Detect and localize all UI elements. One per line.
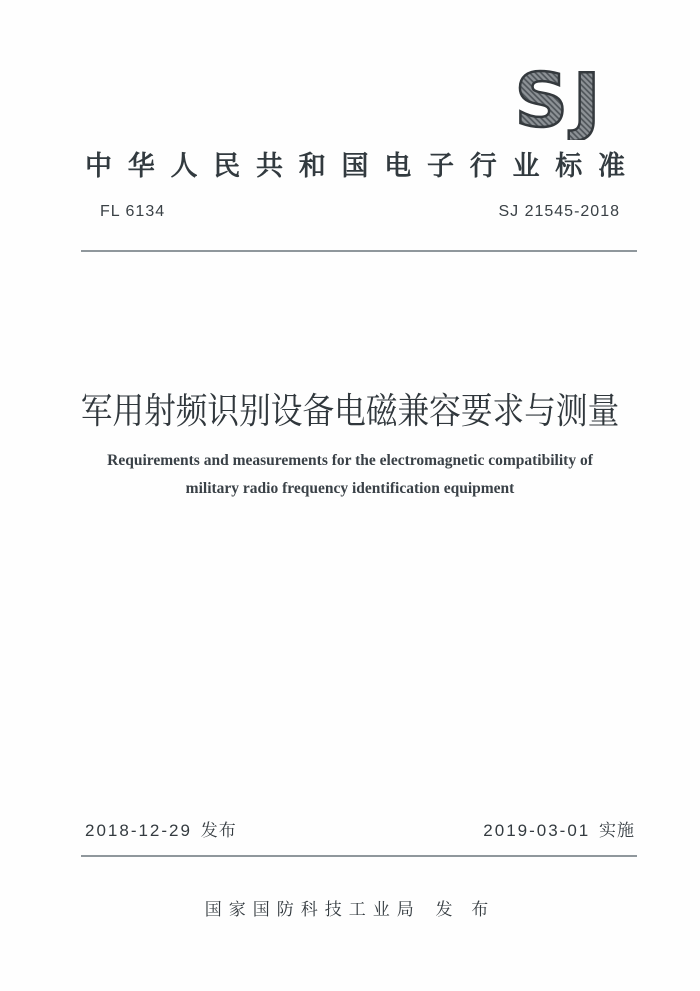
sj-logo-text: SJ	[514, 60, 606, 140]
classification-code: FL 6134	[100, 203, 166, 220]
issue-label: 发布	[200, 821, 237, 840]
publish-label: 发 布	[435, 900, 496, 919]
standard-number: SJ 21545-2018	[498, 203, 620, 220]
implement-label: 实施	[599, 821, 635, 840]
standard-title-en	[0, 447, 700, 503]
dates-row	[85, 816, 635, 841]
implement-date: 2019-03-01	[483, 821, 591, 840]
issue-date: 2018-12-29	[85, 821, 192, 840]
title-en-line2: military radio frequency identification equipment	[185, 480, 515, 497]
title-en-line1: Requirements and measurements for the electromagnetic compatibility of	[107, 452, 593, 469]
issue-date-group	[85, 816, 237, 841]
publisher-row	[0, 895, 700, 920]
code-row	[100, 203, 620, 221]
publisher-name: 国家国防科技工业局	[204, 900, 421, 919]
header-title: 中 华 人 民 共 和 国 电 子 行 业 标 准	[85, 151, 625, 181]
footer-divider	[81, 855, 637, 857]
header-divider	[81, 250, 637, 252]
sj-logo-icon	[490, 60, 630, 140]
implement-date-group	[483, 816, 635, 841]
standard-title-cn: 军用射频识别设备电磁兼容要求与测量	[80, 390, 620, 431]
sj-logo	[490, 60, 630, 140]
